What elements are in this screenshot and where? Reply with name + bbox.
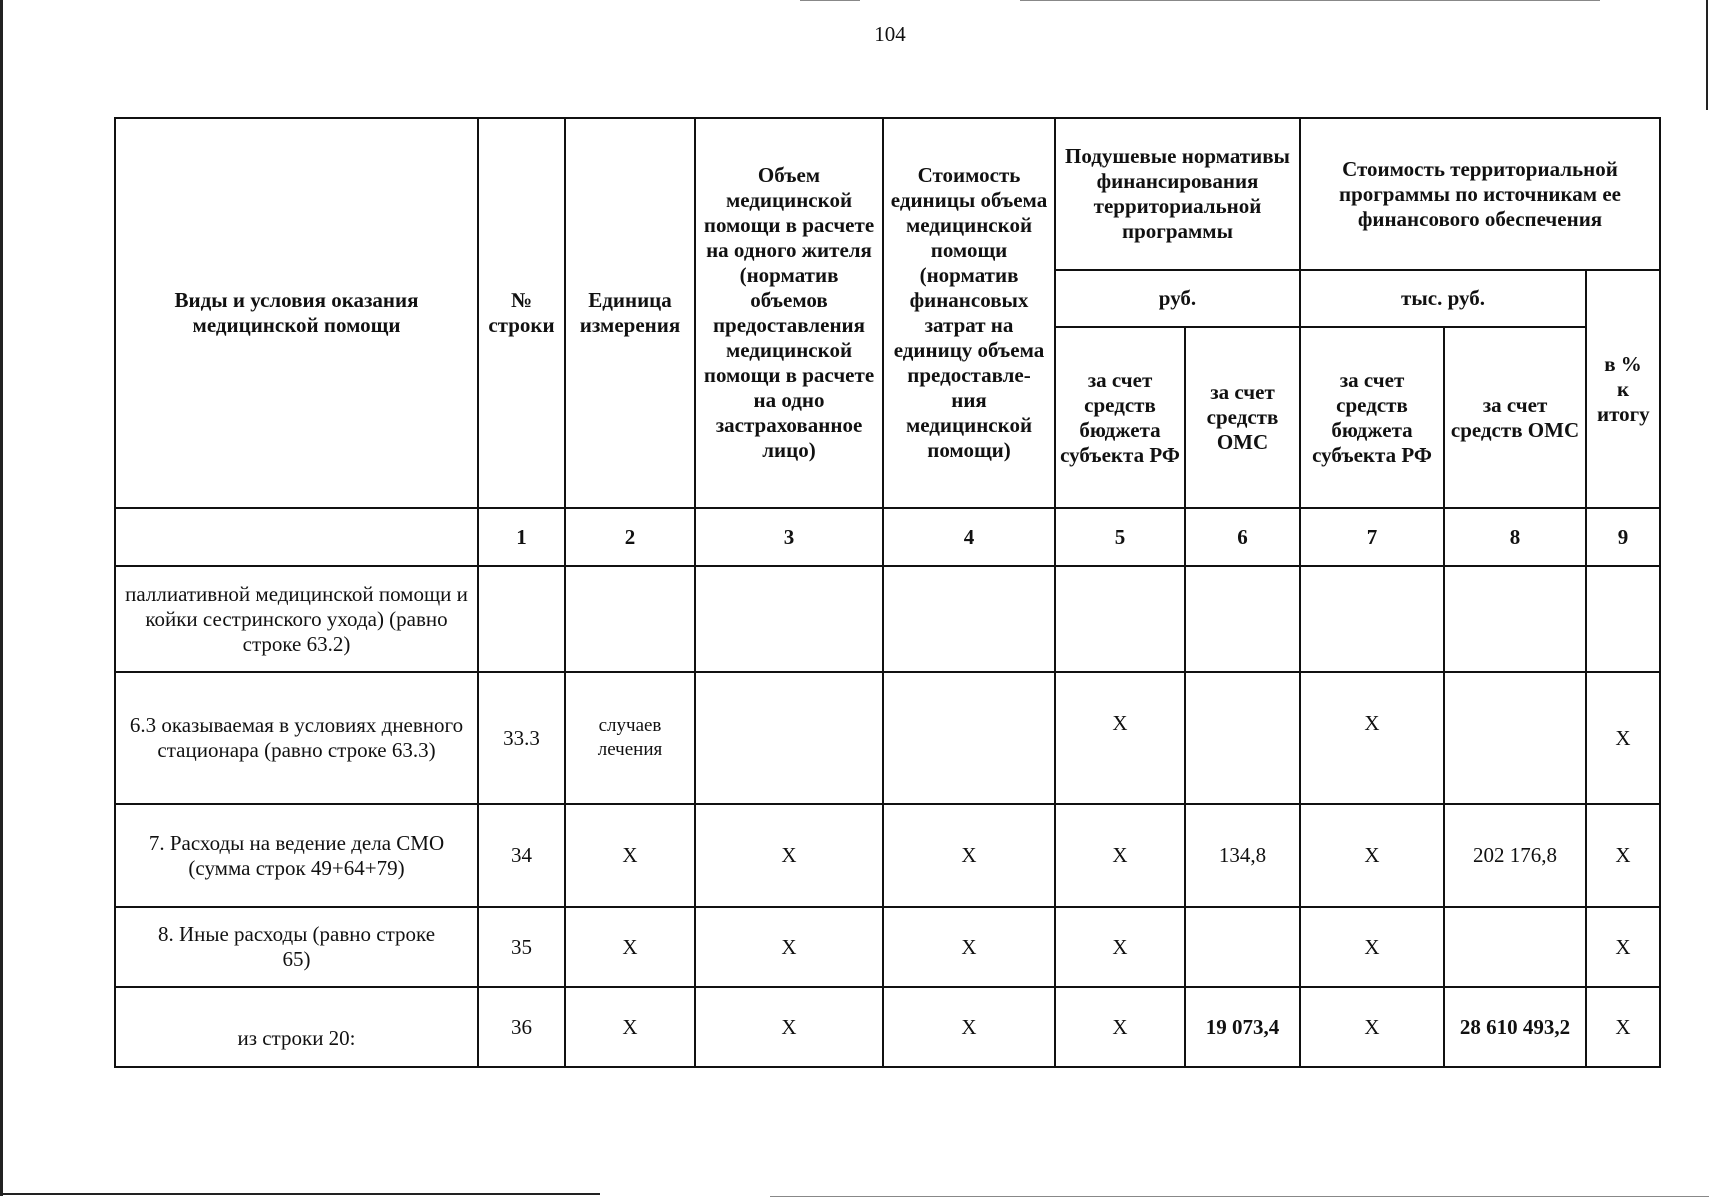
cell-col7 xyxy=(1300,566,1444,672)
row-unit xyxy=(565,566,695,672)
row-number: 34 xyxy=(478,804,565,907)
row-number: 33.3 xyxy=(478,672,565,804)
table-row xyxy=(115,907,1660,987)
cell-col5: Х xyxy=(1055,987,1185,1067)
cell-col7: Х xyxy=(1300,987,1444,1067)
column-number: 7 xyxy=(1300,508,1444,566)
row-label: 6.3 оказываемая в условиях дневного стационара (равно строке 63.3) xyxy=(115,672,478,804)
cell-col8 xyxy=(1444,907,1586,987)
column-number: 2 xyxy=(565,508,695,566)
header-budget-rf-2: за счет средств бюджета субъекта РФ xyxy=(1300,327,1444,508)
scan-border-left xyxy=(0,0,3,1196)
row-unit: случаев лечения xyxy=(565,672,695,804)
cell-col3: Х xyxy=(695,907,883,987)
header-unit-cost: Стоимость единицы объема медицинской помощи (норматив финансовых затрат на единицу объема предоставле- ния медицинской помощи) xyxy=(883,118,1055,508)
cell-col9: Х xyxy=(1586,987,1660,1067)
table-row xyxy=(115,804,1660,907)
scan-border-top xyxy=(800,0,860,1)
cell-col4 xyxy=(883,566,1055,672)
cell-col5: Х xyxy=(1055,672,1185,804)
header-oms: за счет средств ОМС xyxy=(1185,327,1300,508)
column-number: 3 xyxy=(695,508,883,566)
header-thous-rub: тыс. руб. xyxy=(1300,270,1586,327)
column-number: 1 xyxy=(478,508,565,566)
row-unit: Х xyxy=(565,804,695,907)
header-per-capita: Подушевые нормативы финансирования территориальной программы xyxy=(1055,118,1300,270)
cell-col4: Х xyxy=(883,804,1055,907)
cell-col7: Х xyxy=(1300,804,1444,907)
cell-col8: 202 176,8 xyxy=(1444,804,1586,907)
row-label: из строки 20: xyxy=(115,987,478,1067)
column-number: 5 xyxy=(1055,508,1185,566)
page-number: 104 xyxy=(874,22,906,46)
header-row-number: № строки xyxy=(478,118,565,508)
cell-col4: Х xyxy=(883,907,1055,987)
cell-col9: Х xyxy=(1586,907,1660,987)
header-rub: руб. xyxy=(1055,270,1300,327)
budget-table xyxy=(114,117,1661,1068)
cell-col3 xyxy=(695,566,883,672)
scan-border-right xyxy=(1706,0,1708,110)
scan-border-top-right xyxy=(1020,0,1600,1)
header-oms-2: за счет средств ОМС xyxy=(1444,327,1586,508)
cell-col8: 28 610 493,2 xyxy=(1444,987,1586,1067)
row-unit: Х xyxy=(565,987,695,1067)
row-label: паллиативной медицинской помощи и койки сестринского ухода) (равно строке 63.2) xyxy=(115,566,478,672)
cell-col3: Х xyxy=(695,804,883,907)
row-number: 36 xyxy=(478,987,565,1067)
row-label: 8. Иные расходы (равно строке 65) xyxy=(115,907,478,987)
cell-col8 xyxy=(1444,566,1586,672)
table-row xyxy=(115,672,1660,804)
cell-col7: Х xyxy=(1300,672,1444,804)
cell-col5 xyxy=(1055,566,1185,672)
cell-col4: Х xyxy=(883,987,1055,1067)
column-number: 9 xyxy=(1586,508,1660,566)
column-numbers-row xyxy=(115,508,1660,566)
header-program-cost: Стоимость территориальной программы по источникам ее финансового обеспечения xyxy=(1300,118,1660,270)
cell-col9: Х xyxy=(1586,804,1660,907)
cell-col3 xyxy=(695,672,883,804)
cell-col8 xyxy=(1444,672,1586,804)
header-volume: Объем медицинской помощи в расчете на одного жителя (норматив объемов предоставления медицинской помощи в расчете на одно застрахованное лицо) xyxy=(695,118,883,508)
cell-col4 xyxy=(883,672,1055,804)
cell-col9 xyxy=(1586,566,1660,672)
column-number: 4 xyxy=(883,508,1055,566)
cell-col3: Х xyxy=(695,987,883,1067)
cell-col5: Х xyxy=(1055,804,1185,907)
cell-col6 xyxy=(1185,566,1300,672)
cell-col5: Х xyxy=(1055,907,1185,987)
row-number: 35 xyxy=(478,907,565,987)
column-number: 6 xyxy=(1185,508,1300,566)
row-number xyxy=(478,566,565,672)
cell-col7: Х xyxy=(1300,907,1444,987)
column-number xyxy=(115,508,478,566)
row-unit: Х xyxy=(565,907,695,987)
header-unit: Единица измерения xyxy=(565,118,695,508)
cell-col6 xyxy=(1185,672,1300,804)
cell-col6: 19 073,4 xyxy=(1185,987,1300,1067)
header-budget-rf: за счет средств бюджета субъекта РФ xyxy=(1055,327,1185,508)
header-kind: Виды и условия оказания медицинской помощи xyxy=(115,118,478,508)
cell-col6: 134,8 xyxy=(1185,804,1300,907)
table-row xyxy=(115,566,1660,672)
scan-border-bottom xyxy=(0,1193,600,1195)
cell-col9: Х xyxy=(1586,672,1660,804)
table-row xyxy=(115,987,1660,1067)
scan-border-bottom-right xyxy=(770,1196,1709,1197)
column-number: 8 xyxy=(1444,508,1586,566)
cell-col6 xyxy=(1185,907,1300,987)
row-label: 7. Расходы на ведение дела СМО (сумма строк 49+64+79) xyxy=(115,804,478,907)
header-percent-total: в % к итогу xyxy=(1586,270,1660,508)
